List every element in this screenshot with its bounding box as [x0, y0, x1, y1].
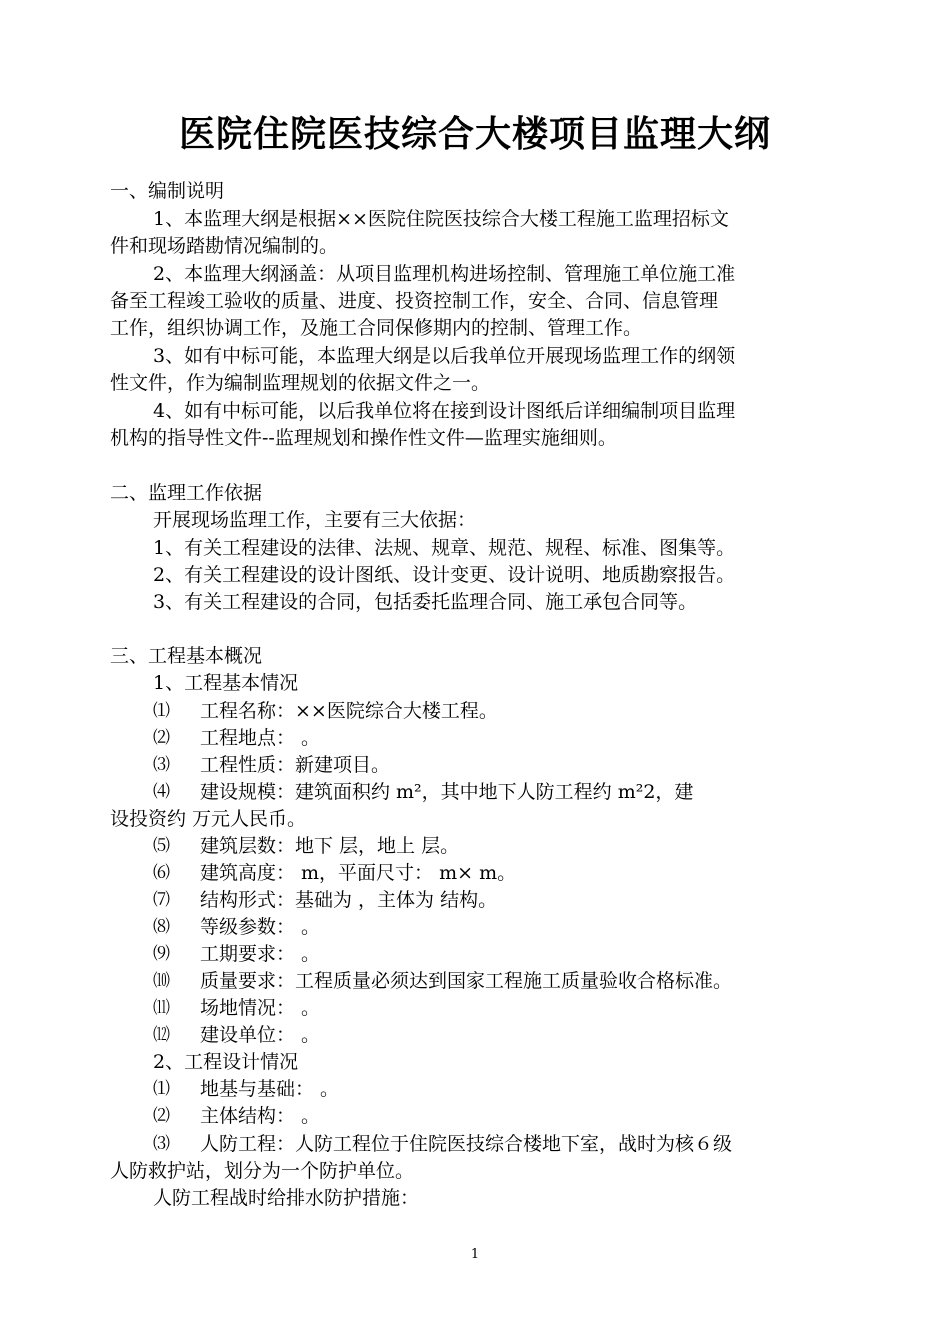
item-number: ⑿: [153, 1025, 170, 1045]
item-text: 质量要求：工程质量必须达到国家工程施工质量验收合格标准。: [200, 970, 733, 992]
item-continuation: 设投资约 万元人民币。: [110, 808, 307, 830]
item-text: 人防工程：人防工程位于住院医技综合楼地下室，战时为核６级: [200, 1133, 733, 1155]
item-text: 主体结构： 。: [200, 1105, 321, 1127]
paragraph-line: 开展现场监理工作，主要有三大依据：: [153, 509, 477, 531]
item-text: 建筑高度： m，平面尺寸： m× m。: [200, 862, 517, 884]
item-number: ⑴: [153, 701, 170, 721]
paragraph-line: 备至工程竣工验收的质量、进度、投资控制工作，安全、合同、信息管理: [110, 290, 719, 312]
item-text: 建筑层数：地下 层，地上 层。: [200, 835, 460, 857]
paragraph-line: 3、如有中标可能，本监理大纲是以后我单位开展现场监理工作的纲领: [153, 345, 736, 367]
item-number: ⑽: [153, 971, 170, 991]
item-text: 结构形式：基础为 ，主体为 结构。: [200, 889, 498, 911]
item-text: 工程地点： 。: [200, 727, 321, 749]
paragraph-line: 性文件，作为编制监理规划的依据文件之一。: [110, 372, 491, 394]
paragraph-line: 机构的指导性文件--监理规划和操作性文件—监理实施细则。: [110, 427, 617, 449]
item-number: ⑹: [153, 863, 170, 883]
page-number: 1: [470, 1247, 480, 1262]
item-continuation: 人防救护站，划分为一个防护单位。: [110, 1160, 415, 1182]
item-text: 等级参数： 。: [200, 916, 321, 938]
item-text: 地基与基础： 。: [200, 1078, 340, 1100]
paragraph-line: 工作，组织协调工作，及施工合同保修期内的控制、管理工作。: [110, 317, 643, 339]
item-number: ⑻: [153, 917, 170, 937]
item-text: 建设规模：建筑面积约 m²，其中地下人防工程约 m²2，建: [200, 781, 694, 803]
item-text: 工程性质：新建项目。: [200, 754, 391, 776]
item-text: 建设单位： 。: [200, 1024, 321, 1046]
item-number: ⑼: [153, 944, 170, 964]
subheading: 2、工程设计情况: [153, 1051, 299, 1073]
section-heading-1: 一、编制说明: [110, 180, 225, 202]
paragraph-line: 2、本监理大纲涵盖：从项目监理机构进场控制、管理施工单位施工准: [153, 263, 736, 285]
list-item: 1、有关工程建设的法律、法规、规章、规范、规程、标准、图集等。: [153, 537, 736, 559]
subheading: 1、工程基本情况: [153, 672, 299, 694]
item-number: ⑷: [153, 782, 170, 802]
item-number: ⑺: [153, 890, 170, 910]
section-heading-2: 二、监理工作依据: [110, 482, 263, 504]
item-text: 工程名称：××医院综合大楼工程。: [200, 700, 498, 722]
item-text: 场地情况： 。: [200, 997, 321, 1019]
item-number: ⑴: [153, 1079, 170, 1099]
item-text: 工期要求： 。: [200, 943, 321, 965]
item-number: ⑵: [153, 1106, 170, 1126]
list-item: 2、有关工程建设的设计图纸、设计变更、设计说明、地质勘察报告。: [153, 564, 736, 586]
section-heading-3: 三、工程基本概况: [110, 645, 263, 667]
item-number: ⑾: [153, 998, 170, 1018]
paragraph-line: 人防工程战时给排水防护措施：: [153, 1187, 420, 1209]
paragraph-line: 件和现场踏勘情况编制的。: [110, 235, 339, 257]
item-number: ⑶: [153, 755, 170, 775]
paragraph-line: 4、如有中标可能，以后我单位将在接到设计图纸后详细编制项目监理: [153, 400, 736, 422]
list-item: 3、有关工程建设的合同，包括委托监理合同、施工承包合同等。: [153, 591, 698, 613]
item-number: ⑸: [153, 836, 170, 856]
document-title: 医院住院医技综合大楼项目监理大纲: [178, 114, 771, 155]
item-number: ⑶: [153, 1134, 170, 1154]
paragraph-line: 1、本监理大纲是根据××医院住院医技综合大楼工程施工监理招标文: [153, 208, 729, 230]
item-number: ⑵: [153, 728, 170, 748]
